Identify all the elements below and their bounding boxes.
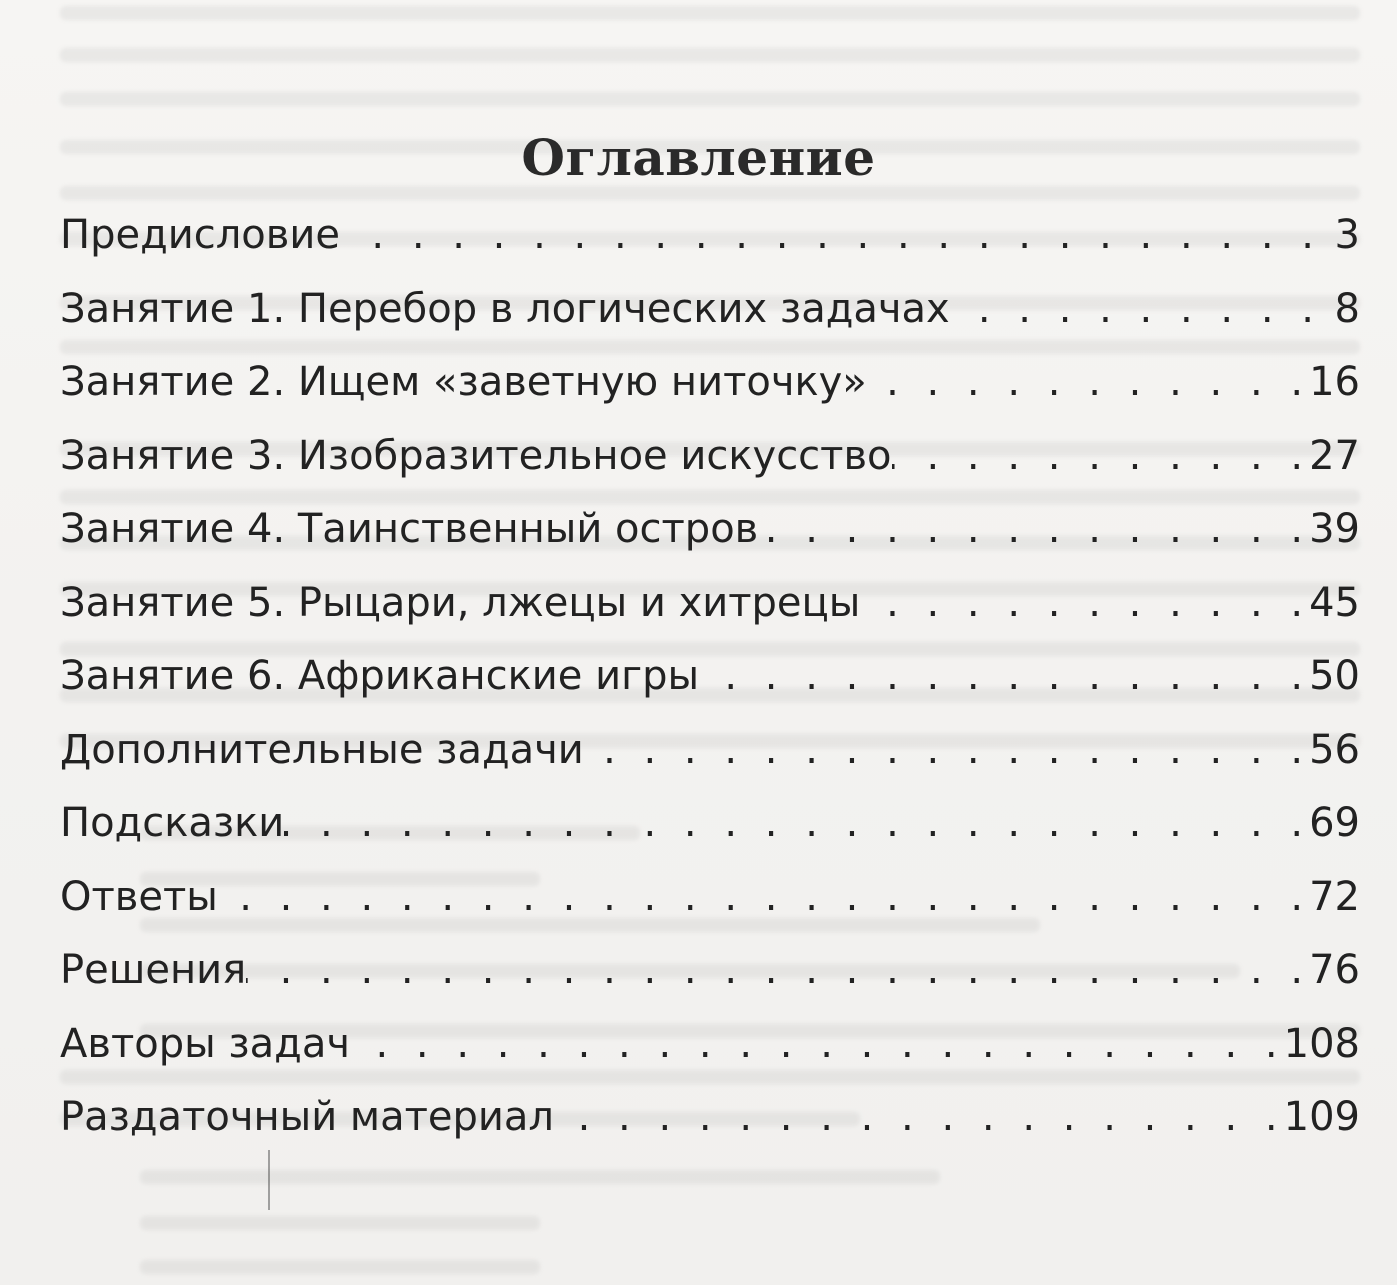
toc-entry-page: 27 xyxy=(1309,432,1360,479)
toc-leader-dots xyxy=(860,580,1303,626)
toc-leader-dots xyxy=(892,433,1304,479)
toc-leader-dots xyxy=(284,800,1303,846)
toc-entry-page: 56 xyxy=(1309,726,1360,773)
toc-entry[interactable] xyxy=(60,286,1360,360)
toc-entry-title: Раздаточный материал xyxy=(60,1094,554,1140)
toc-entry[interactable] xyxy=(60,1021,1360,1095)
toc-entry[interactable] xyxy=(60,947,1360,1021)
toc-entry-title: Ответы xyxy=(60,873,218,920)
toc-leader-dots xyxy=(584,727,1303,773)
toc-entry[interactable] xyxy=(60,433,1360,507)
toc-entry-title: Дополнительные задачи xyxy=(60,726,584,773)
toc-entry[interactable] xyxy=(60,874,1360,948)
toc-entry-page: 72 xyxy=(1309,873,1360,920)
page-title: Оглавление xyxy=(521,128,876,187)
toc-entry-page: 39 xyxy=(1309,506,1360,552)
toc-entry-page: 45 xyxy=(1309,579,1360,626)
toc-entry-title: Занятие 2. Ищем «заветную ниточку» xyxy=(60,359,867,405)
toc-leader-dots xyxy=(699,653,1303,699)
toc-entry[interactable] xyxy=(60,727,1360,801)
toc-entry[interactable] xyxy=(60,653,1360,727)
toc-leader-dots xyxy=(218,874,1303,920)
toc-leader-dots xyxy=(950,286,1314,332)
toc-entry-title: Занятие 4. Таинственный остров xyxy=(60,506,759,552)
toc-leader-dots xyxy=(350,1021,1278,1067)
toc-entry-page: 8 xyxy=(1334,285,1360,332)
toc-entry-page: 3 xyxy=(1334,212,1360,258)
toc-entry[interactable] xyxy=(60,800,1360,874)
page-mark xyxy=(268,1150,270,1210)
toc-leader-dots xyxy=(758,506,1303,552)
toc-entry-title: Занятие 1. Перебор в логических задачах xyxy=(60,285,950,332)
toc-entry-page: 76 xyxy=(1309,947,1360,993)
toc-entry-page: 108 xyxy=(1283,1020,1360,1067)
toc-entry-page: 109 xyxy=(1283,1094,1360,1140)
toc-leader-dots xyxy=(867,359,1303,405)
toc-leader-dots xyxy=(554,1094,1278,1140)
toc-entry[interactable] xyxy=(60,1094,1360,1168)
toc-entry-page: 16 xyxy=(1309,359,1360,405)
toc-entry[interactable] xyxy=(60,212,1360,286)
toc-entry-title: Авторы задач xyxy=(60,1020,350,1067)
toc-entry[interactable] xyxy=(60,506,1360,580)
toc-entry[interactable] xyxy=(60,580,1360,654)
toc-entry-title: Занятие 5. Рыцари, лжецы и хитрецы xyxy=(60,579,861,626)
toc-entry-title: Решения xyxy=(60,947,247,993)
toc-entry-title: Подсказки xyxy=(60,800,285,846)
toc-leader-dots xyxy=(340,212,1314,258)
toc-entry-page: 69 xyxy=(1309,800,1360,846)
toc-leader-dots xyxy=(246,947,1303,993)
toc-entry-title: Занятие 3. Изобразительное искусство xyxy=(60,432,892,479)
toc-entry-page: 50 xyxy=(1309,653,1360,699)
toc-entry-title: Предисловие xyxy=(60,212,340,258)
table-of-contents xyxy=(60,212,1360,1168)
toc-entry-title: Занятие 6. Африканские игры xyxy=(60,653,700,699)
toc-entry[interactable] xyxy=(60,359,1360,433)
